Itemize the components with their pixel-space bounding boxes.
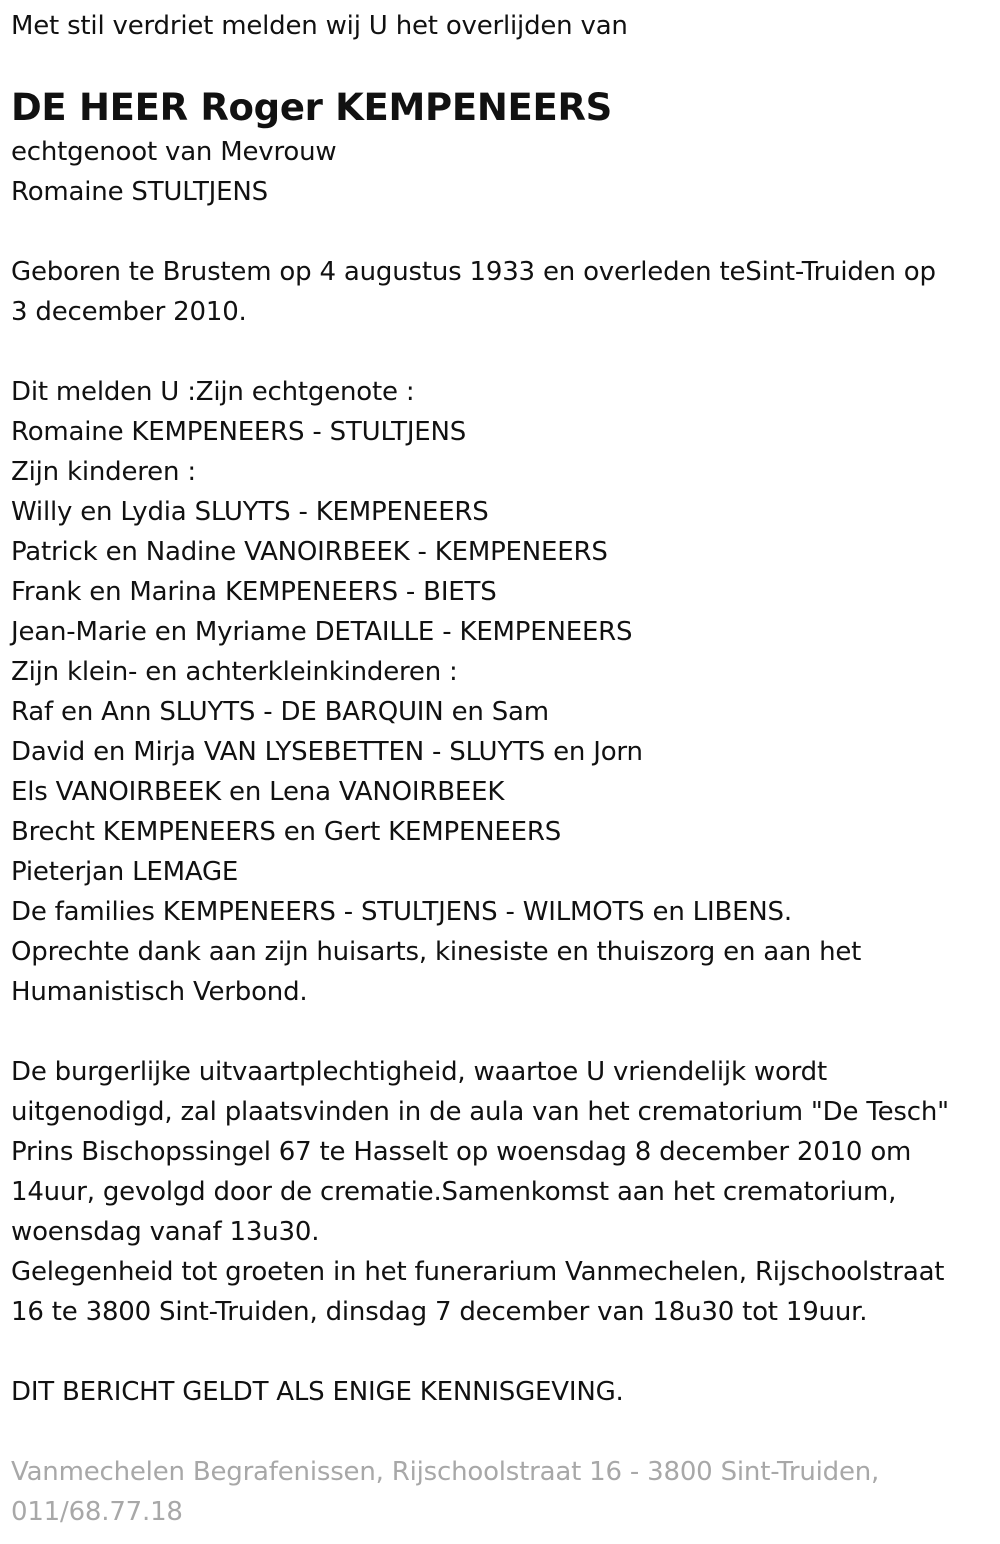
- spacer: [11, 212, 988, 252]
- family-line: Willy en Lydia SLUYTS - KEMPENEERS: [11, 497, 489, 527]
- spouse-block: [11, 132, 988, 212]
- ceremony-line: 14uur, gevolgd door de crematie.Samenkomst aan het crematorium,: [11, 1177, 897, 1207]
- birth-block: [11, 252, 988, 332]
- ceremony-line: Gelegenheid tot groeten in het funerarium Vanmechelen, Rijschoolstraat: [11, 1257, 945, 1287]
- spouse-line: Romaine STULTJENS: [11, 177, 268, 207]
- spacer: [11, 1412, 988, 1452]
- family-line: Dit melden U :Zijn echtgenote :: [11, 377, 415, 407]
- ceremony-block: [11, 1052, 988, 1332]
- family-line: Els VANOIRBEEK en Lena VANOIRBEEK: [11, 777, 505, 807]
- birth-line: Geboren te Brustem op 4 augustus 1933 en overleden teSint-Truiden op: [11, 257, 936, 287]
- ceremony-line: Prins Bischopssingel 67 te Hasselt op woensdag 8 december 2010 om: [11, 1137, 912, 1167]
- footer-line: Vanmechelen Begrafenissen, Rijschoolstraat 16 - 3800 Sint-Truiden,: [11, 1457, 880, 1487]
- family-line: Brecht KEMPENEERS en Gert KEMPENEERS: [11, 817, 562, 847]
- spacer: [11, 1332, 988, 1372]
- notice-text: DIT BERICHT GELDT ALS ENIGE KENNISGEVING.: [11, 1377, 624, 1407]
- ceremony-line: 16 te 3800 Sint-Truiden, dinsdag 7 december van 18u30 tot 19uur.: [11, 1297, 868, 1327]
- family-line: Zijn klein- en achterkleinkinderen :: [11, 657, 458, 687]
- birth-line: 3 december 2010.: [11, 297, 247, 327]
- family-line: Raf en Ann SLUYTS - DE BARQUIN en Sam: [11, 697, 549, 727]
- funeral-home-footer: [11, 1452, 988, 1532]
- footer-phone: 011/68.77.18: [11, 1497, 183, 1527]
- intro-text: Met stil verdriet melden wij U het overlijden van: [11, 11, 628, 41]
- family-line: Jean-Marie en Myriame DETAILLE - KEMPENEERS: [11, 617, 633, 647]
- family-line: Zijn kinderen :: [11, 457, 196, 487]
- ceremony-line: woensdag vanaf 13u30.: [11, 1217, 320, 1247]
- family-line: Romaine KEMPENEERS - STULTJENS: [11, 417, 467, 447]
- family-line: Oprechte dank aan zijn huisarts, kinesiste en thuiszorg en aan het: [11, 937, 862, 967]
- ceremony-line: uitgenodigd, zal plaatsvinden in de aula van het crematorium "De Tesch": [11, 1097, 949, 1127]
- spacer: [11, 1012, 988, 1052]
- family-line: Patrick en Nadine VANOIRBEEK - KEMPENEERS: [11, 537, 608, 567]
- family-block: [11, 372, 988, 1012]
- family-line: Humanistisch Verbond.: [11, 977, 308, 1007]
- family-line: Pieterjan LEMAGE: [11, 857, 239, 887]
- family-line: Frank en Marina KEMPENEERS - BIETS: [11, 577, 497, 607]
- deceased-name: DE HEER Roger KEMPENEERS: [11, 86, 612, 129]
- spouse-line: echtgenoot van Mevrouw: [11, 137, 337, 167]
- ceremony-line: De burgerlijke uitvaartplechtigheid, waartoe U vriendelijk wordt: [11, 1057, 827, 1087]
- family-line: De families KEMPENEERS - STULTJENS - WILMOTS en LIBENS.: [11, 897, 792, 927]
- family-line: David en Mirja VAN LYSEBETTEN - SLUYTS en Jorn: [11, 737, 643, 767]
- spacer: [11, 332, 988, 372]
